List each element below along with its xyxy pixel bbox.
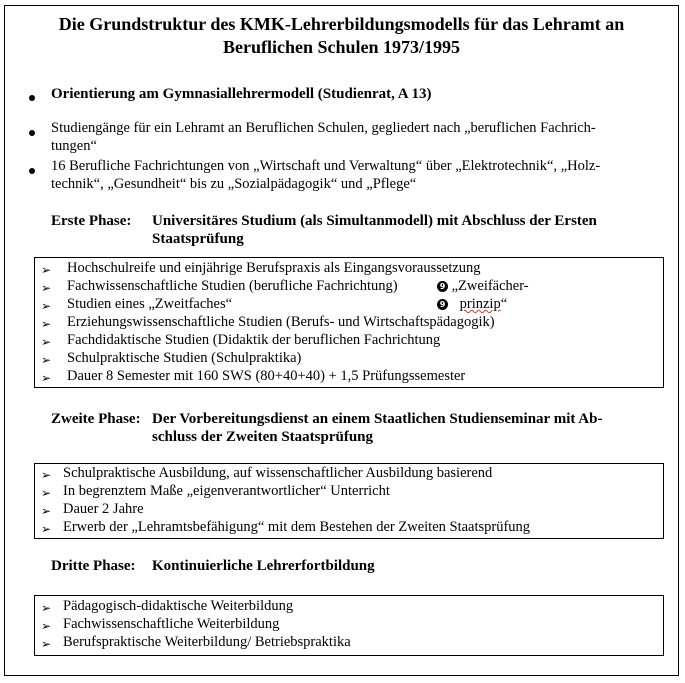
intro-bullet-3-line-1: 16 Berufliche Fachrichtungen von „Wirtschaft und Verwaltung“ über „Elektrotechnik“, „Holz- bbox=[51, 158, 601, 174]
phase-2-item: Dauer 2 Jahre bbox=[63, 501, 144, 517]
arrow-bullet-icon: ➢ bbox=[41, 522, 52, 536]
intro-bold-bullet: Orientierung am Gymnasiallehrermodell (Studienrat, A 13) bbox=[51, 86, 432, 102]
arrow-bullet-icon: ➢ bbox=[41, 353, 52, 367]
intro-bullet-3-line-2: technik“, „Gesundheit“ bis zu „Sozialpädagogik“ und „Pflege“ bbox=[51, 176, 417, 192]
phase-1-item: Hochschulreife und einjährige Berufspraxis als Eingangsvoraussetzung bbox=[67, 260, 481, 276]
arrow-bullet-icon: ➢ bbox=[41, 317, 52, 331]
zweifaecher-annotation-bottom: 9 prinzip“ bbox=[437, 296, 507, 313]
phase-1-item: Dauer 8 Semester mit 160 SWS (80+40+40) + 1,5 Prüfungssemester bbox=[67, 368, 466, 384]
phase-1-heading-line-1: Universitäres Studium (als Simultanmodell) mit Abschluss der Ersten bbox=[152, 213, 597, 229]
phase-3-heading: Kontinuierliche Lehrerfortbildung bbox=[152, 558, 375, 574]
intro-bullet-2-line-2: tungen“ bbox=[51, 138, 97, 154]
arrow-bullet-icon: ➢ bbox=[41, 371, 52, 385]
numbered-badge-icon: 9 bbox=[437, 299, 448, 310]
arrow-bullet-icon: ➢ bbox=[41, 281, 52, 295]
phase-3-item: Berufspraktische Weiterbildung/ Betriebspraktika bbox=[63, 634, 351, 650]
numbered-badge-icon: 9 bbox=[437, 281, 448, 292]
arrow-bullet-icon: ➢ bbox=[41, 637, 52, 651]
phase-1-item: Schulpraktische Studien (Schulpraktika) bbox=[67, 350, 302, 366]
arrow-bullet-icon: ➢ bbox=[41, 504, 52, 518]
phase-2-item: In begrenztem Maße „eigenverantwortlicher“ Unterricht bbox=[63, 483, 390, 499]
arrow-bullet-icon: ➢ bbox=[41, 619, 52, 633]
phase-3-label: Dritte Phase: bbox=[51, 558, 136, 574]
document-title-line-1: Die Grundstruktur des KMK-Lehrerbildungsmodells für das Lehramt an bbox=[58, 14, 625, 34]
phase-3-item: Pädagogisch-didaktische Weiterbildung bbox=[63, 598, 294, 614]
phase-2-item: Erwerb der „Lehramtsbefähigung“ mit dem Bestehen der Zweiten Staatsprüfung bbox=[63, 519, 531, 535]
phase-2-heading-line-2: schluss der Zweiten Staatsprüfung bbox=[152, 429, 374, 445]
phase-2-heading-line-1: Der Vorbereitungsdienst an einem Staatlichen Studienseminar mit Ab- bbox=[152, 411, 603, 427]
phase-2-item: Schulpraktische Ausbildung, auf wissenschaftlicher Ausbildung basierend bbox=[63, 465, 493, 481]
bullet-dot bbox=[29, 89, 35, 106]
phase-1-label: Erste Phase: bbox=[51, 213, 132, 229]
zweifaecher-annotation-top: 9 „Zweifächer- bbox=[437, 278, 529, 295]
phase-1-item: Fachwissenschaftliche Studien (berufliche Fachrichtung) bbox=[67, 278, 398, 294]
phase-2-label: Zweite Phase: bbox=[51, 411, 141, 427]
phase-1-heading-line-2: Staatsprüfung bbox=[152, 231, 244, 247]
phase-1-item: Fachdidaktische Studien (Didaktik der beruflichen Fachrichtung bbox=[67, 332, 441, 348]
arrow-bullet-icon: ➢ bbox=[41, 335, 52, 349]
arrow-bullet-icon: ➢ bbox=[41, 468, 52, 482]
intro-bullet-2-line-1: Studiengänge für ein Lehramt an Beruflichen Schulen, gegliedert nach „beruflichen Fachrich- bbox=[51, 120, 596, 136]
phase-1-item: Erziehungswissenschaftliche Studien (Berufs- und Wirtschaftspädagogik) bbox=[67, 314, 495, 330]
phase-3-item: Fachwissenschaftliche Weiterbildung bbox=[63, 616, 280, 632]
phase-1-item: Studien eines „Zweitfaches“ bbox=[67, 296, 233, 312]
arrow-bullet-icon: ➢ bbox=[41, 486, 52, 500]
arrow-bullet-icon: ➢ bbox=[41, 263, 52, 277]
bullet-dot bbox=[29, 124, 35, 141]
bullet-dot bbox=[29, 162, 35, 179]
arrow-bullet-icon: ➢ bbox=[41, 601, 52, 615]
arrow-bullet-icon: ➢ bbox=[41, 299, 52, 313]
document-title-line-2: Beruflichen Schulen 1973/1995 bbox=[222, 37, 460, 57]
